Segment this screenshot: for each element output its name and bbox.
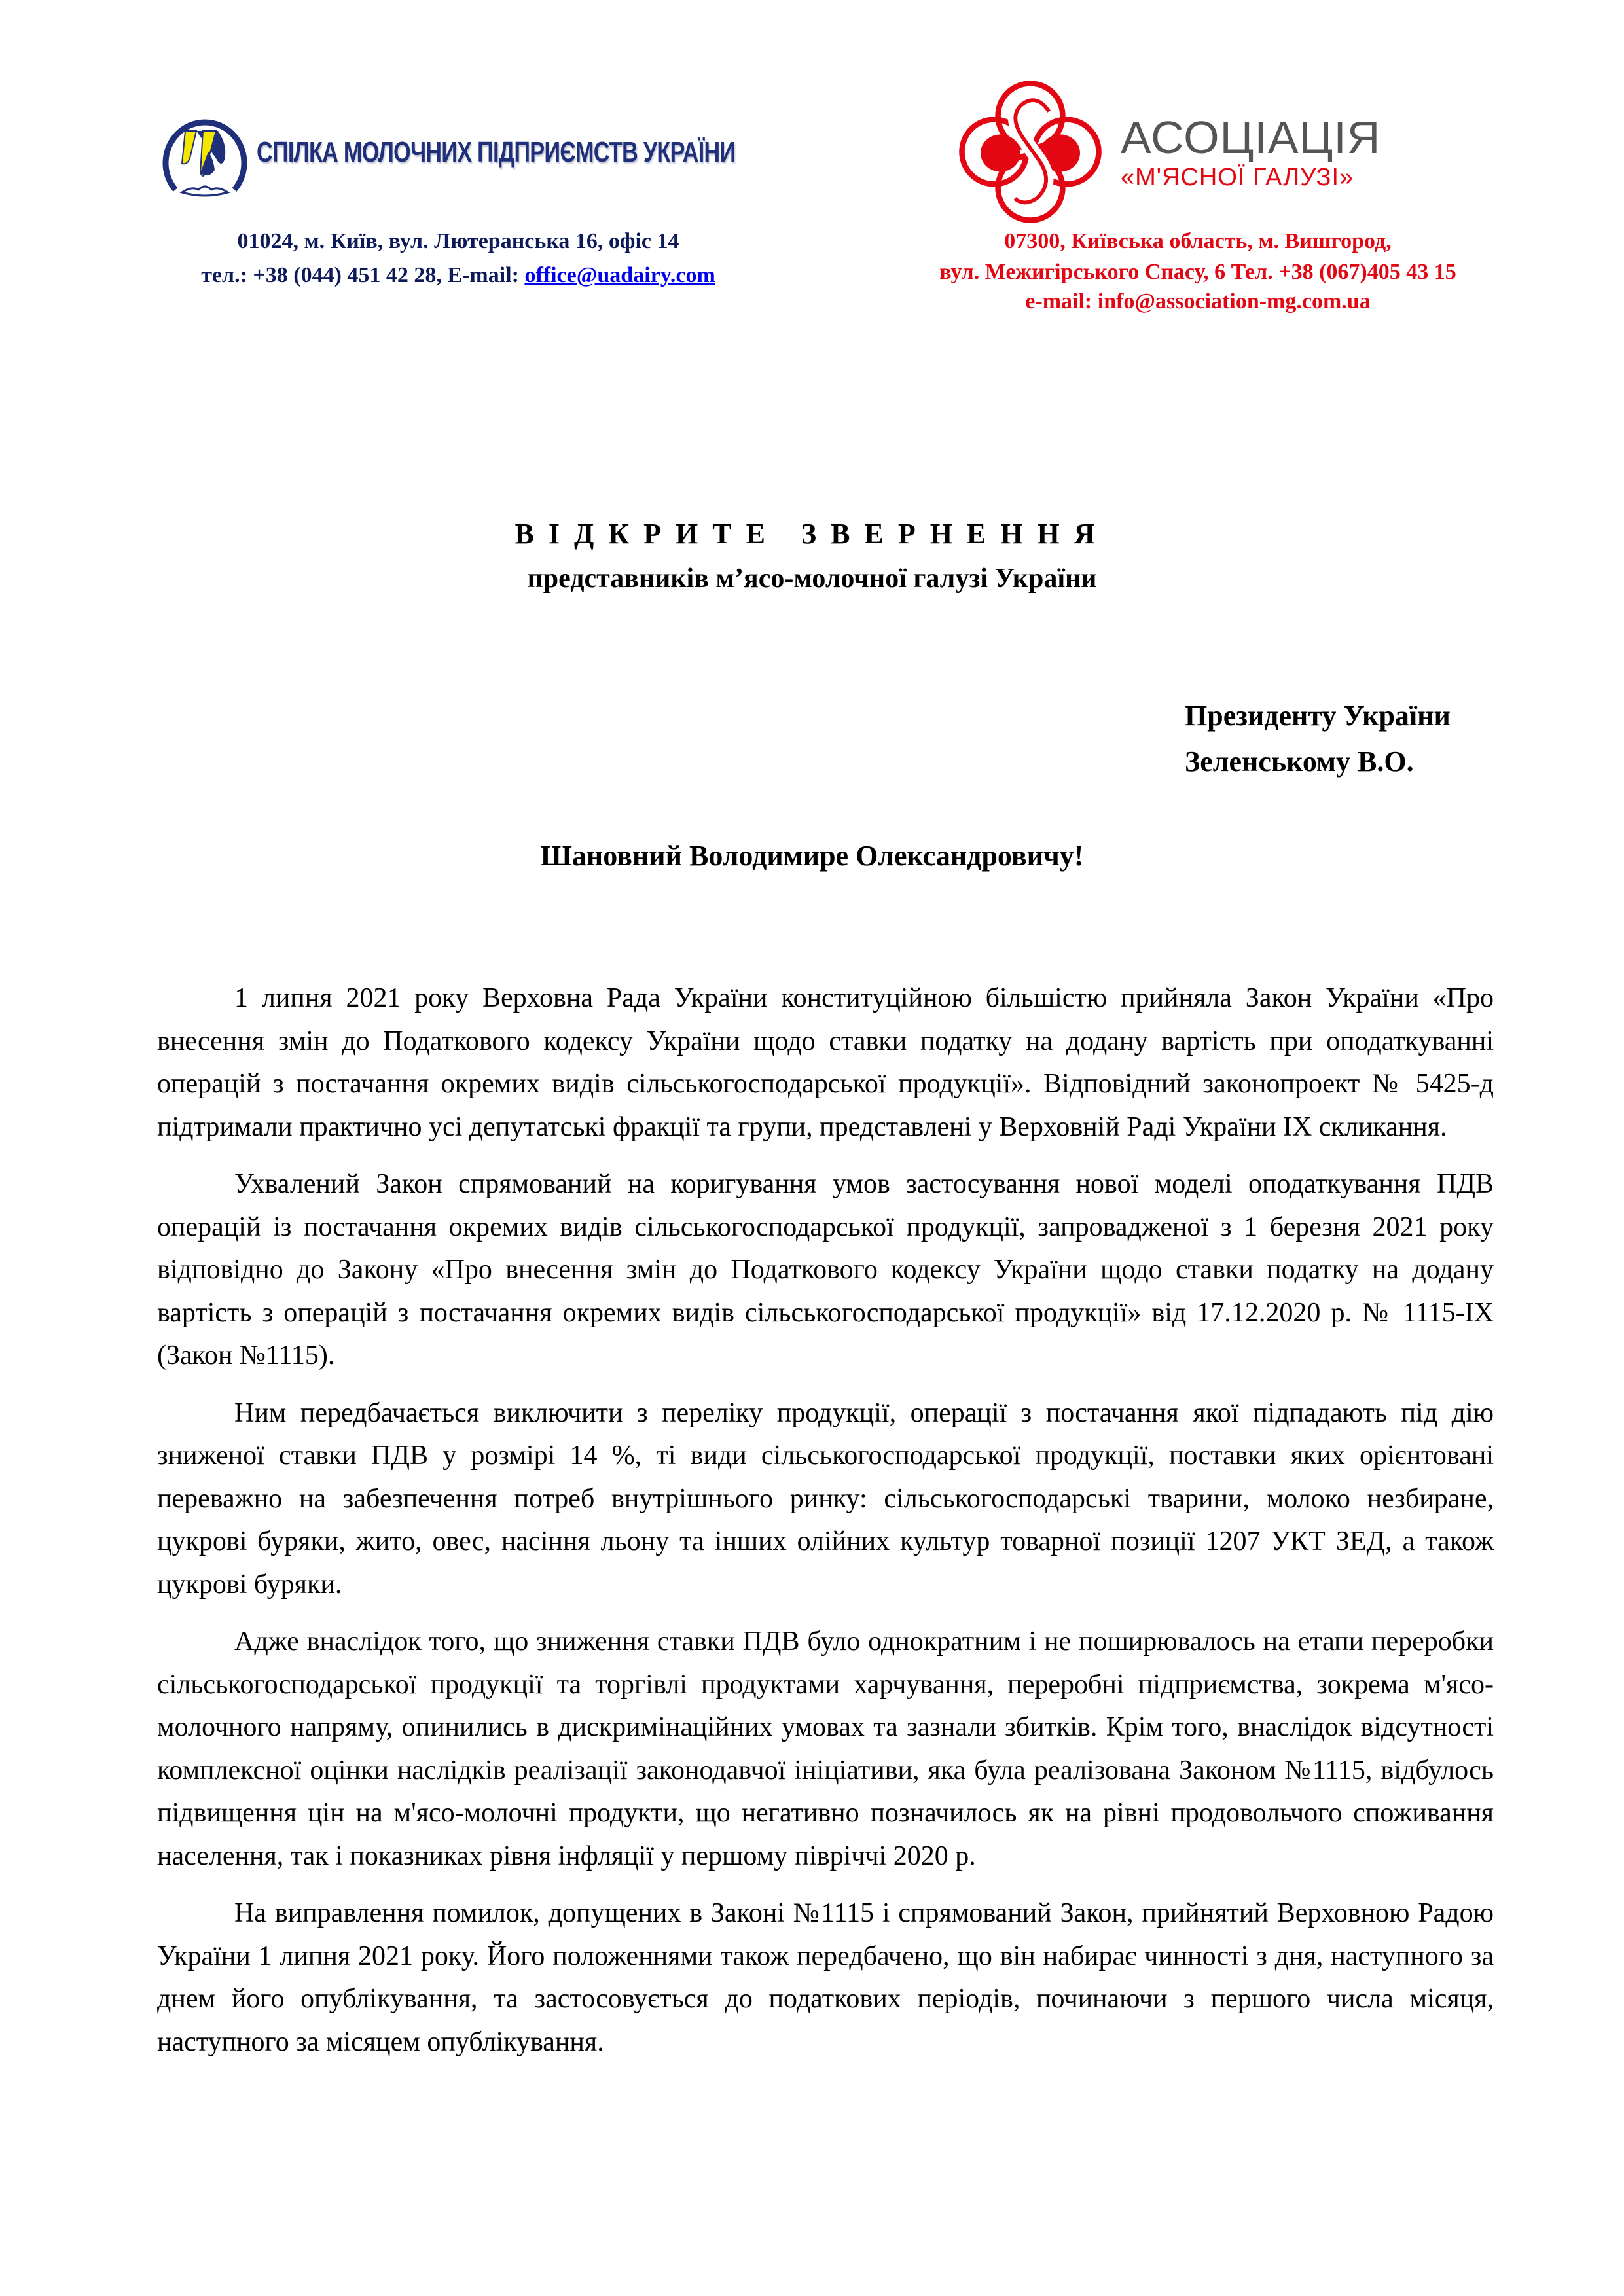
body-paragraph: Ухвалений Закон спрямований на коригування умов застосування нової моделі оподаткування ПДВ операцій із постачання окремих видів сільськогосподарської продукції, запровадженої з 1 березня 2021 року відповідно до Закону «Про внесення змін до Податкового кодексу України щодо ставки податку на додану вартість з операцій з постачання окремих видів сільськогосподарської продукції» від 17.12.2020 р. № 1115-IX (Закон №1115).: [157, 1169, 1494, 1371]
document-subtitle: представників м’ясо-молочної галузі України: [527, 564, 1097, 594]
dairy-union-email-link[interactable]: office@uadairy.com: [524, 263, 715, 287]
dairy-union-name: СПІЛКА МОЛОЧНИХ ПІДПРИЄМСТВ УКРАЇНИ: [257, 136, 736, 168]
dairy-union-phone: тел.: +38 (044) 451 42 28, E-mail:: [201, 263, 525, 287]
meat-association-subname: «М'ЯСНОЇ ГАЛУЗІ»: [1121, 164, 1354, 191]
salutation: Шановний Володимире Олександровичу!: [540, 840, 1084, 872]
meat-association-email: e-mail: info@association-mg.com.ua: [1025, 289, 1371, 314]
dairy-union-logo-icon: [156, 113, 254, 204]
letter-body: [157, 977, 1494, 2078]
body-paragraph: Адже внаслідок того, що зниження ставки ПДВ було однократним і не поширювалось на етапи переробки сільськогосподарської продукції та торгівлі продуктами харчування, переробні підприємства, зокрема м'ясо-молочного напряму, опинились в дискримінаційних умовах та зазнали збитків. Крім того, внаслідок відсутності комплексної оцінки наслідків реалізації законодавчої ініціативи, яка була реалізована Законом №1115, відбулось підвищення цін на м'ясо-молочні продукти, що негативно позначилось як на рівні продовольчого споживання населення, так і показниках рівня інфляції у першому півріччі 2020 р.: [157, 1626, 1494, 1871]
document-title: ВІДКРИТЕ ЗВЕРНЕННЯ: [514, 518, 1110, 550]
addressee-name: Зеленському В.О.: [1185, 745, 1414, 778]
addressee-title: Президенту України: [1185, 700, 1451, 732]
meat-association-logo-icon: [956, 77, 1105, 226]
meat-association-address-line2: вул. Межигірського Спасу, 6 Тел. +38 (067)405 43 15: [939, 260, 1456, 284]
dairy-union-contacts: [131, 263, 785, 288]
body-paragraph: Ним передбачається виключити з переліку продукції, операції з постачання якої підпадають під дію зниженої ставки ПДВ у розмірі 14 %, ті види сільськогосподарської продукції, поставки яких орієнтовані переважно на забезпечення потреб внутрішнього ринку: сільськогосподарські тварини, молоко незбиране, цукрові буряки, жито, овес, насіння льону та інших олійних культур товарної позиції 1207 УКТ ЗЕД, а також цукрові буряки.: [157, 1397, 1494, 1600]
body-paragraph: На виправлення помилок, допущених в Законі №1115 і спрямований Закон, прийнятий Верховною Радою України 1 липня 2021 року. Його положеннями також передбачено, що він набирає чинності з дня, наступного за днем його опублікування, та застосовується до податкових періодів, починаючи з першого числа місяця, наступного за місяцем опублікування.: [157, 1898, 1494, 2057]
body-paragraph: 1 липня 2021 року Верховна Рада України конституційною більшістю прийняла Закон України «Про внесення змін до Податкового кодексу України щодо ставки податку на додану вартість при оподаткуванні операцій з постачання окремих видів сільськогосподарської продукції». Відповідний законопроект № 5425-д підтримали практично усі депутатські фракції та групи, представлені у Верховній Раді України IX скликання.: [157, 983, 1494, 1142]
meat-association-name: АСОЦІАЦІЯ: [1121, 112, 1381, 163]
meat-association-address-line1: 07300, Київська область, м. Вишгород,: [1004, 229, 1392, 253]
dairy-union-address: 01024, м. Київ, вул. Лютеранська 16, офіс 14: [237, 229, 679, 253]
